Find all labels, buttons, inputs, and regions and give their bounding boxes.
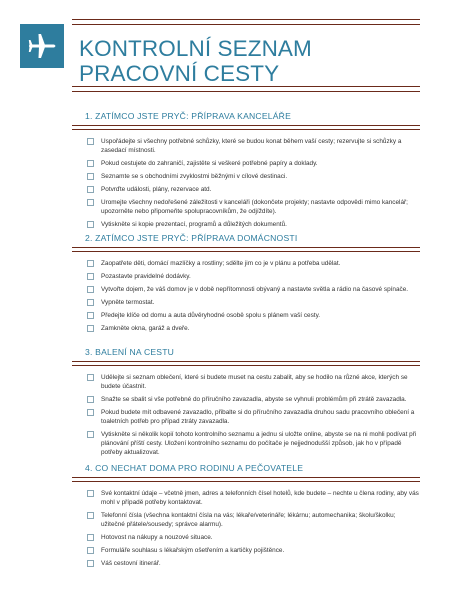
checkbox-icon[interactable] xyxy=(87,138,94,145)
section-leave-at-home xyxy=(72,462,420,572)
checklist-item-text: Udělejte si seznam oblečení, které si budete muset na cestu zabalit, aby se hodilo na různé akce, kterých se budete účastnit. xyxy=(101,374,408,390)
checkbox-icon[interactable] xyxy=(87,186,94,193)
checklist-item-text: Hotovost na nákupy a nouzové situace. xyxy=(101,534,213,541)
checklist-item xyxy=(72,198,420,216)
section-rule xyxy=(72,477,420,482)
checklist-item-text: Uspořádejte si všechny potřebné schůzky, které se budou konat během vaší cesty; rezervujte si schůzky a zasedací místnosti. xyxy=(101,138,402,154)
checklist-item-text: Snažte se sbalit si vše potřebné do příručního zavazadla, abyste se vyhnuli problémům při ztrátě zavazadla. xyxy=(101,396,407,403)
checklist-item xyxy=(72,324,420,333)
checkbox-icon[interactable] xyxy=(87,221,94,228)
checklist-item xyxy=(72,172,420,181)
checkbox-icon[interactable] xyxy=(87,396,94,403)
checklist-item xyxy=(72,220,420,229)
header-bottom-rule xyxy=(72,86,420,92)
section-heading: 3. BALENÍ NA CESTU xyxy=(85,347,175,357)
checkbox-icon[interactable] xyxy=(87,490,94,497)
checkbox-icon[interactable] xyxy=(87,512,94,519)
airplane-icon xyxy=(20,24,64,68)
checkbox-icon[interactable] xyxy=(87,560,94,567)
checklist-item xyxy=(72,311,420,320)
checkbox-icon[interactable] xyxy=(87,325,94,332)
checklist-item-text: Váš cestovní itinerář. xyxy=(101,560,161,567)
checklist-item-text: Pokud cestujete do zahraničí, zajistěte si veškeré potřebné papíry a doklady. xyxy=(101,160,318,167)
checklist-item xyxy=(72,559,420,568)
checklist-item xyxy=(72,546,420,555)
checkbox-icon[interactable] xyxy=(87,286,94,293)
checklist-item-text: Uromejte všechny nedořešené záležitosti v kanceláři (dokončete projekty; nastavte odpovědi mimo kancelář; upozorněte nebo připomeňte spolupracovníkům, že odjíždíte). xyxy=(101,199,408,215)
checklist-item xyxy=(72,298,420,307)
checkbox-icon[interactable] xyxy=(87,431,94,438)
checklist-item-text: Telefonní čísla (všechna kontaktní čísla na vás; lékaře/veterináře; lékárnu; automechanika; školu/školku; užitečné přátele/sousedy; správce alarmu). xyxy=(101,512,396,528)
section-rule xyxy=(72,125,420,130)
section-packing xyxy=(72,346,420,461)
checkbox-icon[interactable] xyxy=(87,173,94,180)
checklist-item xyxy=(72,489,420,507)
section-rule xyxy=(72,361,420,366)
checklist-item-text: Vytvořte dojem, že váš domov je v době nepřítomnosti obývaný a nastavte světla a rádio na časové spínače. xyxy=(101,286,409,293)
checklist-item xyxy=(72,185,420,194)
checklist-item xyxy=(72,259,420,268)
checklist-item-text: Pokud budete mít odbavené zavazadlo, přibalte si do příručního zavazadla druhou sadu pracovního oblečení a toaletních potřeb pro případ ztráty zavazadla. xyxy=(101,409,415,425)
checkbox-icon[interactable] xyxy=(87,273,94,280)
checkbox-icon[interactable] xyxy=(87,199,94,206)
section-heading: 2. ZATÍMCO JSTE PRYČ: PŘÍPRAVA DOMÁCNOSTI xyxy=(85,233,298,243)
section-heading: 4. CO NECHAT DOMA PRO RODINU A PEČOVATELE xyxy=(85,463,304,473)
checkbox-icon[interactable] xyxy=(87,299,94,306)
checklist-item xyxy=(72,533,420,542)
checkbox-icon[interactable] xyxy=(87,160,94,167)
page-title-line-2: PRACOVNÍ CESTY xyxy=(79,61,280,86)
checklist-item-text: Zaopatřete děti, domácí mazlíčky a rostliny; sdělte jim co je v plánu a potřeba udělat. xyxy=(101,260,341,267)
checklist-item xyxy=(72,272,420,281)
header-top-rule xyxy=(72,19,420,25)
checklist-item xyxy=(72,430,420,457)
checklist-item-text: Zamkněte okna, garáž a dveře. xyxy=(101,325,190,332)
checklist-item xyxy=(72,373,420,391)
page-title xyxy=(79,36,312,86)
checklist-item-text: Seznamte se s obchodními zvyklostmi běžnými v cílové destinaci. xyxy=(101,173,288,180)
section-rule xyxy=(72,247,420,252)
checklist-item-text: Vytiskněte si několik kopií tohoto kontrolního seznamu a jednu si uložte online, abyste se na ni mohli podívat při plánování příští cesty. Uložení kontrolního seznamu do počítače je nejjednodušší způsob, jak ho v případě potřeby aktualizovat. xyxy=(101,431,417,456)
checkbox-icon[interactable] xyxy=(87,547,94,554)
page-title-line-1: KONTROLNÍ SEZNAM xyxy=(79,36,312,61)
checklist-item-text: Předejte klíče od domu a auta důvěryhodné osobě spolu s plánem vaší cesty. xyxy=(101,312,321,319)
checklist-item-text: Vypněte termostat. xyxy=(101,299,155,306)
section-home-preparation xyxy=(72,232,420,337)
checkbox-icon[interactable] xyxy=(87,374,94,381)
checklist-item xyxy=(72,137,420,155)
checklist-item-text: Formuláře souhlasu s lékařským ošetřením a kartičky pojištěnce. xyxy=(101,547,285,554)
checklist-item xyxy=(72,511,420,529)
checklist-item xyxy=(72,285,420,294)
document-header xyxy=(0,0,462,92)
checkbox-icon[interactable] xyxy=(87,534,94,541)
checklist-item-text: Své kontaktní údaje – včetně jmen, adres a telefonních čísel hotelů, kde budete – nechte u člena rodiny, aby vás mohl v případě potřeby kontaktovat. xyxy=(101,490,419,506)
checklist-item-text: Vytiskněte si kopie prezentací, programů a důležitých dokumentů. xyxy=(101,221,287,228)
checklist-item-text: Pozastavte pravidelné dodávky. xyxy=(101,273,191,280)
section-heading: 1. ZATÍMCO JSTE PRYČ: PŘÍPRAVA KANCELÁŘE xyxy=(85,111,292,121)
checkbox-icon[interactable] xyxy=(87,260,94,267)
checklist-item-text: Potvrďte události, plány, rezervace atd. xyxy=(101,186,212,193)
section-office-preparation xyxy=(72,110,420,233)
checkbox-icon[interactable] xyxy=(87,409,94,416)
checkbox-icon[interactable] xyxy=(87,312,94,319)
checklist-item xyxy=(72,408,420,426)
checklist-item xyxy=(72,159,420,168)
checklist-item xyxy=(72,395,420,404)
